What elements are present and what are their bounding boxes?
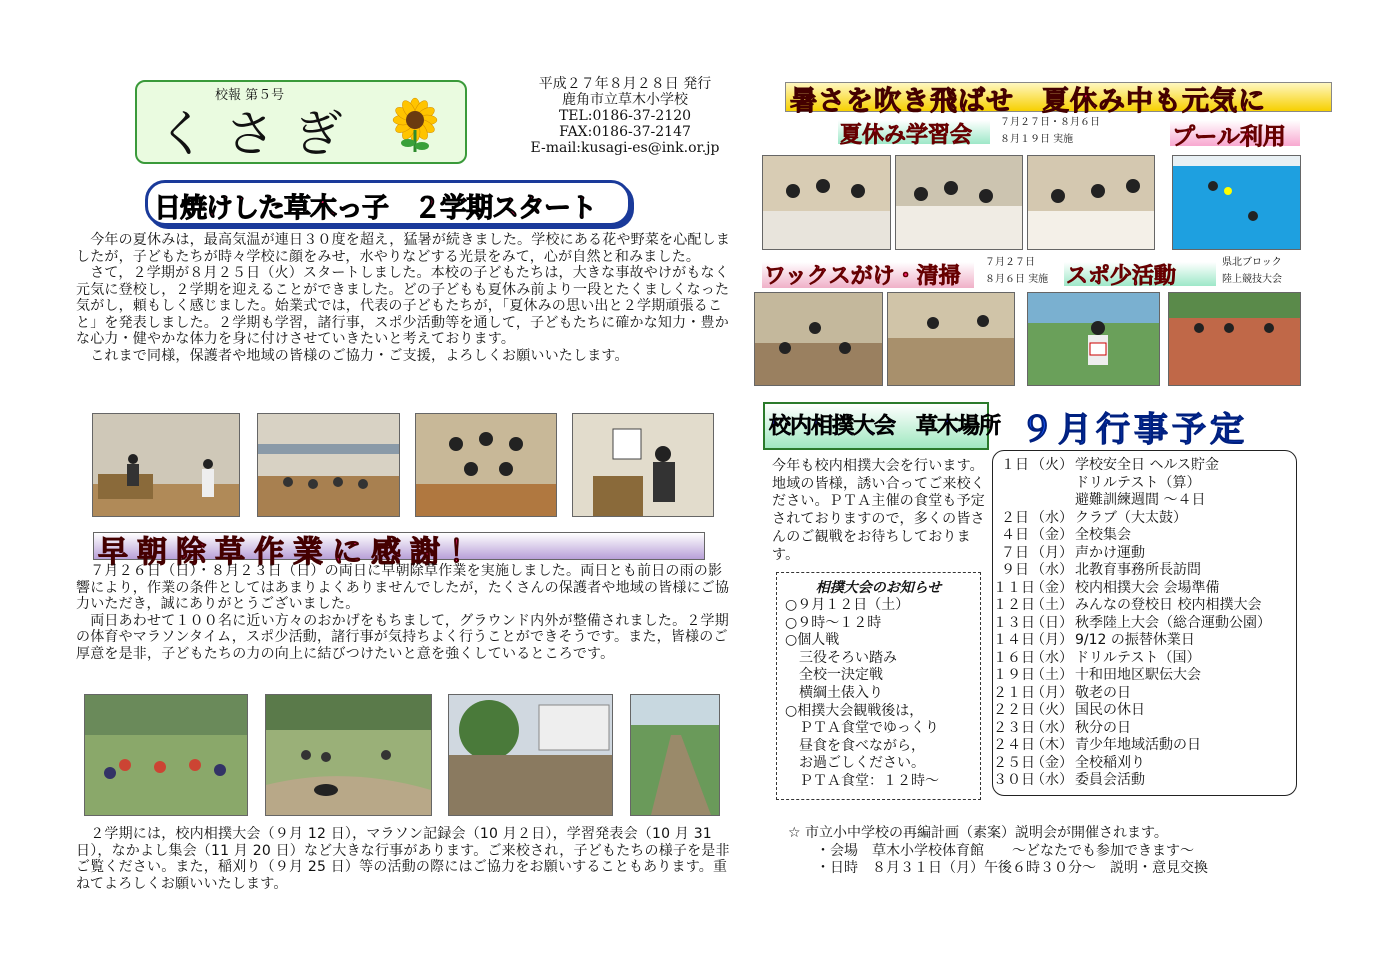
schedule-day: ７日 [1001, 544, 1029, 561]
article2-headline-text: 早朝除草作業に感謝！ [98, 535, 488, 570]
sports-title-text: スポ少活動 [1066, 264, 1177, 289]
schedule-dow: （木） [1031, 737, 1073, 753]
schedule-dow: （月） [1031, 684, 1073, 701]
masthead-title: くさぎ [157, 105, 361, 163]
schedule-dow: （日） [1031, 614, 1073, 631]
sumo-line: 昼食を食べながら， [785, 737, 925, 754]
schedule-dow: （水） [1031, 562, 1073, 578]
schedule-day: １９日 [993, 667, 1035, 683]
notice [788, 825, 1348, 878]
schedule-row [993, 615, 1296, 633]
sumo-line: ○９月１２日（土） [785, 597, 910, 613]
photo-ceremony-3 [415, 413, 557, 517]
schedule-dow: （火） [1031, 457, 1073, 473]
schedule-row [993, 492, 1296, 510]
study-title [838, 120, 990, 148]
schedule-day: ２５日 [993, 754, 1035, 771]
schedule-row [993, 702, 1296, 720]
summer-headline-text: 暑さを吹き飛ばせ 夏休み中も元気に [790, 86, 1266, 117]
schedule-event: 校内相撲大会 会場準備 [1075, 579, 1220, 596]
schedule-event: 9/12 の振替休業日 [1075, 632, 1195, 648]
schedule-dow: （水） [1031, 772, 1073, 788]
schedule-row [993, 685, 1296, 703]
schedule-row [993, 562, 1296, 580]
schedule-row [993, 755, 1296, 773]
schedule-event: 学校安全日 ヘルス貯金 [1075, 457, 1220, 473]
schedule-dow: （火） [1031, 702, 1073, 718]
schedule-dow: （金） [1031, 754, 1073, 771]
sumo-intro: 今年も校内相撲大会を行います。地域の皆様，誘い合ってご来校ください。ＰＴＡ主催の食堂も予定されておりますので，多くの皆さんのご観戦をお待ちしております。 [772, 458, 985, 563]
schedule-event: 全校集会 [1075, 527, 1131, 543]
schedule-day: １３日 [993, 614, 1035, 631]
school-name: 鹿角市立草木小学校 [562, 92, 688, 108]
schedule-event: 秋季陸上大会（総合運動公園） [1075, 614, 1271, 631]
schedule-event: 秋分の日 [1075, 719, 1131, 736]
schedule-event: 北教育事務所長訪問 [1075, 562, 1201, 578]
schedule-event: 青少年地域活動の日 [1075, 737, 1201, 753]
schedule-row [993, 527, 1296, 545]
schedule-day: ２４日 [993, 737, 1035, 753]
photo-weeding-2 [265, 694, 432, 816]
schedule-event: 国民の休日 [1075, 702, 1145, 718]
photo-ceremony-4 [572, 413, 714, 517]
sumo-line: お過ごしください。 [785, 755, 925, 772]
email: E-mail:kusagi-es@ink.or.jp [530, 140, 720, 156]
schedule-day: ３０日 [993, 772, 1035, 788]
sumo-notice-box [776, 572, 981, 800]
sumo-line: ＰＴＡ食堂でゆっくり [785, 720, 939, 737]
schedule-row [993, 632, 1296, 650]
schedule-event: 全校稲刈り [1075, 754, 1145, 771]
sumo-headline-text: 校内相撲大会 草木場所 [769, 414, 1001, 439]
schedule-day: １２日 [993, 597, 1035, 613]
schedule-day: ２２日 [993, 702, 1035, 718]
schedule-event: 避難訓練週間 ～４日 [1075, 492, 1206, 508]
photo-ceremony-2 [257, 413, 400, 517]
schedule-title: ９月行事予定 [1020, 410, 1248, 450]
schedule-row [993, 475, 1296, 493]
schedule-row [993, 650, 1296, 668]
sumo-line: 横綱土俵入り [785, 684, 883, 701]
schedule-day [993, 475, 1029, 493]
issue-label: 校報 第５号 [215, 88, 285, 103]
summer-headline [785, 82, 1332, 117]
sports-title [1064, 262, 1216, 289]
photo-ceremony-1 [92, 413, 240, 517]
sumo-line: ○個人戦 [785, 632, 840, 649]
wax-dates: ７月２７日 ８月６日 実施 [985, 257, 1049, 285]
schedule-event: クラブ（大太鼓） [1075, 509, 1187, 526]
sumo-line: ○相撲大会観戦後は， [785, 702, 924, 719]
sumo-box-lines [777, 597, 980, 791]
schedule-dow: （土） [1031, 597, 1073, 613]
schedule-event: みんなの登校日 校内相撲大会 [1075, 597, 1262, 613]
sumo-line: 三役そろい踏み [785, 649, 897, 666]
schedule-row [993, 720, 1296, 738]
notice-line-3: ・日時 ８月３１日（月）午後６時３０分～ 説明・意見交換 [816, 860, 1208, 877]
schedule-event: 敬老の日 [1075, 684, 1131, 701]
article2-headline [93, 532, 705, 570]
schedule-box [992, 450, 1297, 796]
schedule-day: ２日 [1001, 509, 1029, 526]
sports-note: 県北ブロック 陸上競技大会 [1222, 257, 1282, 285]
schedule-day: ９日 [1001, 562, 1029, 578]
schedule-dow: （金） [1031, 527, 1073, 543]
article1-headline [145, 180, 631, 226]
schedule-dow: （月） [1031, 544, 1073, 561]
article2-body: ７月２６日（日）・８月２３日（日）の両日に早朝除草作業を実施しました。両日とも前日の雨の影響により，作業の条件としてはあまりよくありませんでしたが，たくさんの保護者や地域の皆様にご協力いただき，誠にありがとうございました。 両日あわせて１００名に近い方々のおかげをもちまして，グラウンド内外が整備されました。２学期の体育やマラソンタイム，スポ少活動，諸行事が気持ちよく行うことができそうです。また，皆様のご厚意を是非，子どもたちの力の向上に結びつけたいと意を強くしているところです。 [76, 563, 730, 662]
schedule-day: ４日 [1001, 527, 1029, 543]
article3-body: ２学期には，校内相撲大会（９月 12 日），マラソン記録会（10 月２日），学習発表会（10 月 31 日），なかよし集会（11 月 20 日）など大きな行事があります。ご来校され，子どもたちの様子を是非ご覧ください。また，稲刈り（９月 25 日）等の活動の際にはご協力をお願いすることもあります。重ねてよろしくお願いいたします。 [76, 826, 730, 892]
pool-title-text: プール利用 [1172, 124, 1286, 150]
photo-cleaning-1 [754, 292, 883, 386]
schedule-dow: （月） [1031, 632, 1073, 648]
pool-title [1170, 120, 1300, 150]
sumo-box-title: 相撲大会のお知らせ [815, 580, 942, 596]
tel: TEL:0186-37-2120 [558, 108, 692, 124]
article1-body: 今年の夏休みは，最高気温が連日３０度を超え，猛暑が続きました。学校にある花や野菜を心配しましたが，子どもたちが時々学校に顔をみせ，水やりなどする光景をみて，心が自然と和みました。 さて，２学期が８月２５日（火）スタートしました。本校の子どもたちは，大きな事故やけがもなく元気に登校し，２学期を迎えることができました。どの子どもも夏休み前より一段とたくましくなった気がし，頼もしく感じました。始業式では，代表の子どもたちが，「夏休みの思い出と２学期頑張ること」を発表しました。２学期も学習，諸行事，スポ少活動等を通して，子どもたちに確かな知力・豊かな心力・健やかな体力を身に付けさせていきたいと考えております。 これまで同様，保護者や地域の皆様のご協力・ご支援，よろしくお願いいたします。 [76, 232, 731, 364]
masthead-box [135, 80, 467, 164]
schedule-dow [1029, 475, 1075, 493]
sumo-line: 全校一決定戦 [785, 667, 883, 684]
article1-headline-text: 日焼けした草木っ子 ２学期スタート [154, 193, 596, 224]
schedule-day: ２１日 [993, 684, 1035, 701]
sumo-line: ＰＴＡ食堂：１２時～ [785, 772, 939, 789]
wax-title [762, 262, 974, 288]
photo-weeding-4 [630, 694, 720, 816]
schedule-day: １４日 [993, 632, 1035, 648]
schedule-day: １６日 [993, 649, 1035, 666]
schedule-event: ドリルテスト（国） [1075, 649, 1201, 666]
schedule-row [993, 667, 1296, 685]
wax-title-text: ワックスがけ・清掃 [764, 264, 961, 289]
photo-study-2 [895, 155, 1023, 250]
photo-pool [1172, 155, 1301, 250]
photo-study-3 [1027, 155, 1155, 250]
schedule-row [993, 737, 1296, 755]
schedule-row [993, 772, 1296, 790]
schedule-row [993, 510, 1296, 528]
schedule-row [993, 597, 1296, 615]
schedule-event: 声かけ運動 [1075, 544, 1145, 561]
notice-line-1: ☆ 市立小中学校の再編計画（素案）説明会が開催されます。 [788, 825, 1168, 841]
schedule-dow: （水） [1031, 509, 1073, 526]
photo-sports-1 [1027, 292, 1160, 386]
photo-study-1 [762, 155, 891, 250]
schedule-event: 十和田地区駅伝大会 [1075, 667, 1201, 683]
schedule-dow: （水） [1031, 719, 1073, 736]
fax: FAX:0186-37-2147 [559, 124, 691, 140]
notice-line-2: ・会場 草木小学校体育館 ～どなたでも参加できます～ [816, 842, 1194, 859]
schedule-row [993, 545, 1296, 563]
schedule-dow: （金） [1031, 579, 1073, 596]
schedule-event: 委員会活動 [1075, 772, 1145, 788]
photo-weeding-3 [448, 694, 613, 816]
publish-info [505, 76, 745, 156]
study-title-text: 夏休み学習会 [840, 123, 973, 148]
schedule-event: ドリルテスト（算） [1075, 474, 1201, 491]
schedule-day: １日 [1001, 457, 1029, 473]
sunflower-icon [389, 96, 441, 152]
schedule-day: １１日 [993, 579, 1035, 596]
study-dates: ７月２７日・８月６日 ８月１９日 実施 [1000, 117, 1100, 145]
schedule-day: ２３日 [993, 719, 1035, 736]
schedule-dow: （土） [1031, 667, 1073, 683]
schedule-dow: （水） [1031, 649, 1073, 666]
photo-weeding-1 [84, 694, 248, 816]
sumo-line: ○９時～１２時 [785, 614, 882, 631]
schedule-row [993, 580, 1296, 598]
schedule-day [993, 492, 1029, 510]
schedule-dow [1029, 492, 1075, 510]
photo-sports-2 [1168, 292, 1301, 386]
publish-date: 平成２７年８月２８日 発行 [538, 76, 712, 92]
sumo-headline [763, 402, 1001, 450]
schedule-row [993, 457, 1296, 475]
photo-cleaning-2 [887, 292, 1015, 386]
